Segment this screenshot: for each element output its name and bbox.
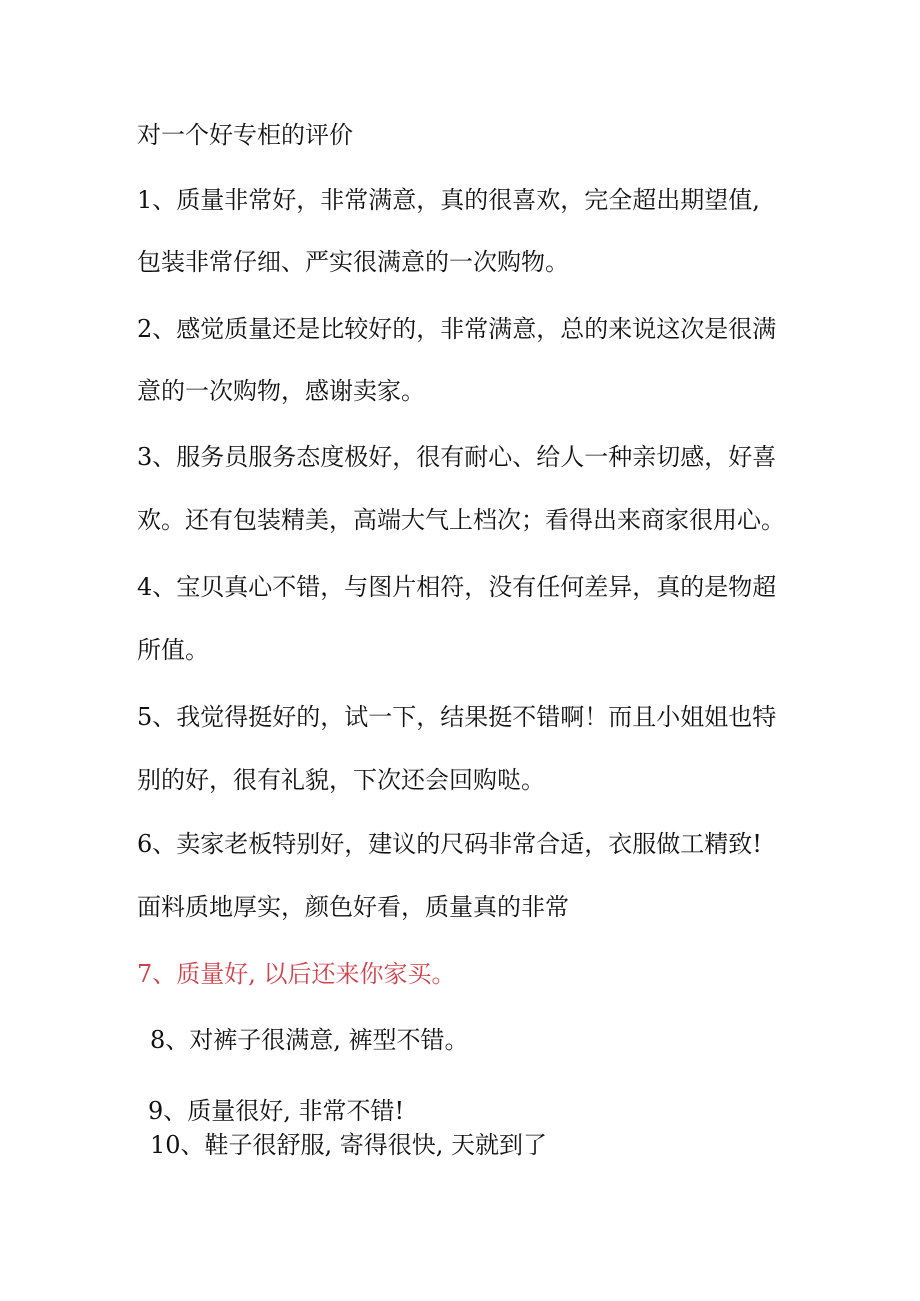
review-item-4-line-2: 所值。 bbox=[137, 636, 209, 664]
review-item-10-line-1: 10、鞋子很舒服, 寄得很快, 天就到了 bbox=[150, 1131, 548, 1159]
review-item-3-line-2: 欢。还有包装精美，高端大气上档次；看得出来商家很用心。 bbox=[137, 506, 785, 534]
review-item-9-line-1: 9、质量很好, 非常不错! bbox=[148, 1097, 405, 1125]
review-item-1-line-1: 1、质量非常好，非常满意，真的很喜欢，完全超出期望值, bbox=[137, 186, 760, 214]
review-item-6-line-2: 面料质地厚实，颜色好看，质量真的非常 bbox=[137, 893, 569, 921]
review-item-8-line-1: 8、对裤子很满意, 裤型不错。 bbox=[150, 1026, 469, 1054]
review-item-3-line-1: 3、服务员服务态度极好，很有耐心、给人一种亲切感，好喜 bbox=[137, 443, 777, 471]
review-item-1-line-2: 包装非常仔细、严实很满意的一次购物。 bbox=[137, 248, 569, 276]
review-item-5-line-1: 5、我觉得挺好的，试一下，结果挺不错啊！而且小姐姐也特 bbox=[137, 703, 777, 731]
review-item-2-line-2: 意的一次购物，感谢卖家。 bbox=[137, 377, 425, 405]
document-title: 对一个好专柜的评价 bbox=[137, 121, 353, 149]
review-item-6-line-1: 6、卖家老板特别好，建议的尺码非常合适，衣服做工精致! bbox=[137, 830, 762, 858]
review-item-5-line-2: 别的好，很有礼貌，下次还会回购哒。 bbox=[137, 766, 545, 794]
review-item-7-line-1: 7、质量好, 以后还来你家买。 bbox=[137, 960, 456, 988]
review-item-2-line-1: 2、感觉质量还是比较好的，非常满意，总的来说这次是很满 bbox=[137, 315, 777, 343]
review-item-4-line-1: 4、宝贝真心不错，与图片相符，没有任何差异，真的是物超 bbox=[137, 573, 777, 601]
